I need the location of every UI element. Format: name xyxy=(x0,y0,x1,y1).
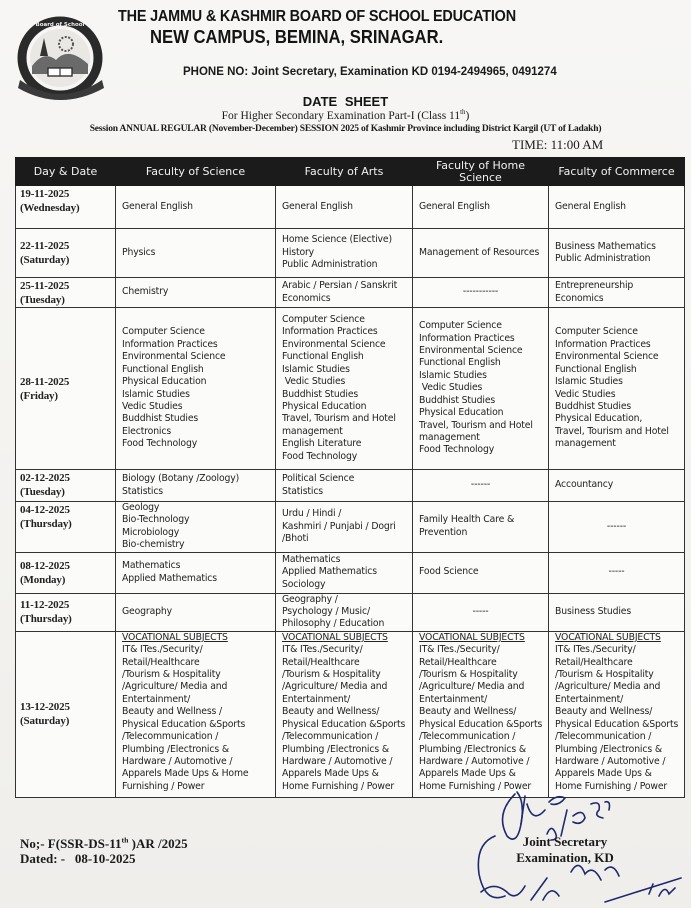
subject: Public Administration xyxy=(555,253,651,264)
commerce-subjects-cell xyxy=(549,631,685,797)
subject: Apparels Made Ups & xyxy=(282,768,379,780)
subject: Home Furnishing / Power xyxy=(282,780,395,792)
exam-date: 04-12-2025 xyxy=(20,504,70,516)
home-subjects-cell xyxy=(413,308,549,470)
subject: Chemistry xyxy=(122,286,169,298)
board-name: THE JAMMU & KASHMIR BOARD OF SCHOOL EDUCATION xyxy=(118,8,516,25)
subject: Accountancy xyxy=(555,479,614,491)
home-subjects-cell xyxy=(413,186,549,229)
subject: Travel, Tourism and Hotel xyxy=(555,425,669,437)
phone-number: PHONE NO: Joint Secretary, Examination KD 0194-2494965, 0491274 xyxy=(183,66,557,78)
subject: Islamic Studies xyxy=(555,376,623,388)
subject: Plumbing /Electronics & xyxy=(282,743,389,755)
subject: Apparels Made Ups & Home xyxy=(122,768,249,780)
reference-block xyxy=(20,836,188,866)
subject: Retail/Healthcare xyxy=(419,656,497,668)
science-subjects-cell xyxy=(116,229,276,278)
session-line: Session ANNUAL REGULAR (November-December) SESSION 2025 of Kashmir Province including District Kargil (UT of Ladakh) xyxy=(89,124,602,134)
subject: Business Studies xyxy=(555,606,632,618)
subject: Beauty and Wellness/ xyxy=(282,706,380,718)
subject: /Telecommunication / xyxy=(419,731,516,743)
subject: IT& ITes./Security/ xyxy=(555,644,636,656)
subject: Family Health Care & xyxy=(419,514,515,526)
commerce-subjects-cell xyxy=(549,186,685,229)
science-subjects-cell xyxy=(116,631,276,797)
column-header: Faculty of Science xyxy=(116,158,276,186)
subject: Functional English xyxy=(122,363,204,375)
subject: Geography / xyxy=(282,593,338,605)
subject: Beauty and Wellness/ xyxy=(555,706,653,718)
subject: Travel, Tourism and Hotel xyxy=(419,419,533,431)
science-subjects-cell xyxy=(116,470,276,502)
date-cell xyxy=(16,631,116,797)
subject: Urdu / Hindi / xyxy=(282,508,342,520)
exam-day: (Tuesday) xyxy=(20,294,65,306)
commerce-subjects-cell xyxy=(549,470,685,502)
subject: Biology (Botany /Zoology) xyxy=(122,473,240,485)
subject: Electronics xyxy=(122,425,172,437)
subject: Political Science xyxy=(282,473,355,485)
exam-day: (Thursday) xyxy=(20,518,72,530)
exam-day: (Wednesday) xyxy=(20,202,80,214)
commerce-subjects-cell xyxy=(549,502,685,553)
exam-day: (Saturday) xyxy=(20,254,70,266)
exam-day: (Monday) xyxy=(20,573,66,586)
subject: Mathematics xyxy=(282,554,341,566)
subject: /Tourism & Hospitality xyxy=(555,669,654,681)
commerce-subjects-cell xyxy=(549,278,685,308)
subject: Applied Mathematics xyxy=(122,572,217,584)
subject: Apparels Made Ups & xyxy=(419,768,516,780)
exam-day: (Saturday) xyxy=(20,715,70,728)
subject: Computer Science xyxy=(122,326,205,338)
no-exam-dash: ------ xyxy=(470,479,491,491)
table-row xyxy=(16,552,685,593)
subject: Functional English xyxy=(555,363,637,375)
no-exam-dash: ------ xyxy=(606,520,627,532)
subject: Physical Education &Sports xyxy=(122,718,246,730)
subject: Arabic / Persian / Sanskrit xyxy=(282,280,398,292)
subject: Management of Resources xyxy=(419,246,540,258)
table-row xyxy=(16,631,685,797)
subject: Hardware / Automotive / xyxy=(122,755,233,767)
subject: Environmental Science xyxy=(419,345,523,357)
exam-date: 13-12-2025 xyxy=(20,701,70,714)
no-exam-dash: ----- xyxy=(472,606,489,618)
subject: Entrepreneurship xyxy=(555,280,634,292)
subject: Home Furnishing / Power xyxy=(555,780,668,792)
exam-date: 11-12-2025 xyxy=(20,599,70,612)
subject: Buddhist Studies xyxy=(555,400,632,412)
exam-time: TIME: 11:00 AM xyxy=(512,137,604,152)
subject: IT& ITes./Security/ xyxy=(419,644,500,656)
subject: Applied Mathematics xyxy=(282,566,377,578)
subject: Entertainment/ xyxy=(555,693,624,705)
exam-date: 19-11-2025 xyxy=(20,188,70,200)
subject: Islamic Studies xyxy=(122,388,190,400)
subject: Hardware / Automotive / xyxy=(555,755,666,767)
table-row xyxy=(16,593,685,631)
subject: /Bhoti xyxy=(282,533,309,545)
vocational-heading: VOCATIONAL SUBJECTS xyxy=(555,631,661,643)
table-header-row xyxy=(16,158,685,186)
science-subjects-cell xyxy=(116,186,276,229)
subject: Environmental Science xyxy=(555,351,659,363)
subject: IT& ITes./Security/ xyxy=(282,644,363,656)
subject: Information Practices xyxy=(122,338,218,350)
subject: Environmental Science xyxy=(282,338,386,350)
dated-line: Dated: - 08-10-2025 xyxy=(20,851,136,866)
subject: IT& ITes./Security/ xyxy=(122,644,203,656)
exam-date: 28-11-2025 xyxy=(20,375,70,388)
subject: Buddhist Studies xyxy=(419,394,496,406)
subject: /Agriculture/ Media and xyxy=(419,681,525,693)
subject: Computer Science xyxy=(555,326,638,338)
exam-date: 25-11-2025 xyxy=(20,280,70,292)
subject: Sociology xyxy=(282,578,326,590)
subject: Bio-chemistry xyxy=(122,539,185,551)
subject: management xyxy=(419,431,480,443)
subject: Furnishing / Power xyxy=(122,780,205,792)
subject: Information Practices xyxy=(419,332,515,344)
subject: Microbiology xyxy=(122,526,180,538)
subject: Hardware / Automotive / xyxy=(419,755,530,767)
subject: Prevention xyxy=(419,526,468,538)
signatory-title: Joint Secretary xyxy=(522,834,608,849)
signatory-block xyxy=(500,834,630,866)
column-header-text: Faculty of Home Science xyxy=(435,159,526,184)
table-row xyxy=(16,229,685,278)
exam-day: (Thursday) xyxy=(20,613,72,626)
subject: Public Administration xyxy=(282,259,378,271)
subject: Beauty and Wellness/ xyxy=(419,706,517,718)
commerce-subjects-cell xyxy=(549,308,685,470)
date-cell xyxy=(16,278,116,308)
subject: Entertainment/ xyxy=(122,693,191,705)
board-logo-icon xyxy=(14,16,110,102)
subject: Physics xyxy=(122,246,156,258)
subject: Entertainment/ xyxy=(282,693,351,705)
ref-text: No;- F(SSR-DS-11 xyxy=(20,836,122,851)
subject: Food Technology xyxy=(282,450,358,462)
subject: /Telecommunication / xyxy=(282,731,379,743)
subject: Physical Education xyxy=(122,376,207,388)
subject: /Agriculture/ Media and xyxy=(282,681,388,693)
table-row xyxy=(16,308,685,470)
subject: Physical Education &Sports xyxy=(555,718,679,730)
arts-subjects-cell xyxy=(276,229,413,278)
subject: /Tourism & Hospitality xyxy=(122,669,221,681)
subject: /Telecommunication / xyxy=(122,731,219,743)
reference-number xyxy=(20,836,188,851)
date-cell xyxy=(16,308,116,470)
subject: /Agriculture/ Media and xyxy=(555,681,661,693)
table-row xyxy=(16,278,685,308)
document-title: DATE SHEET xyxy=(302,94,389,109)
arts-subjects-cell xyxy=(276,631,413,797)
subtitle-text: For Higher Secondary Examination Part-I (Class 11 xyxy=(221,110,461,122)
subject: Entertainment/ xyxy=(419,693,488,705)
subject: Food Technology xyxy=(122,438,198,450)
science-subjects-cell xyxy=(116,308,276,470)
subject: Environmental Science xyxy=(122,351,226,363)
home-subjects-cell xyxy=(413,502,549,553)
campus-address: NEW CAMPUS, BEMINA, SRINAGAR. xyxy=(150,26,444,47)
arts-subjects-cell xyxy=(276,308,413,470)
no-exam-dash: ----------- xyxy=(462,286,499,298)
subject: Home Furnishing / Power xyxy=(419,780,532,792)
subject: Vedic Studies xyxy=(419,382,483,394)
exam-date: 22-11-2025 xyxy=(20,240,70,252)
date-cell xyxy=(16,470,116,502)
subject: Plumbing /Electronics & xyxy=(122,743,229,755)
subject: Psychology / Music/ xyxy=(282,606,370,618)
subject: Functional English xyxy=(282,351,364,363)
arts-subjects-cell xyxy=(276,502,413,553)
subject: Philosophy / Education xyxy=(282,618,385,630)
ref-sup: th xyxy=(121,835,129,845)
subject: Beauty and Wellness / xyxy=(122,706,223,718)
exam-date: 08-12-2025 xyxy=(20,559,70,572)
science-subjects-cell xyxy=(116,502,276,553)
commerce-subjects-cell xyxy=(549,593,685,631)
subject: Islamic Studies xyxy=(282,363,350,375)
exam-day: (Friday) xyxy=(20,389,58,402)
home-subjects-cell xyxy=(413,229,549,278)
subject: General English xyxy=(555,200,626,212)
subject: English Literature xyxy=(282,438,362,450)
subject: /Agriculture/ Media and xyxy=(122,681,228,693)
subject: Islamic Studies xyxy=(419,369,487,381)
subject: Apparels Made Ups & xyxy=(555,768,652,780)
column-header xyxy=(413,158,549,186)
subject: Plumbing /Electronics & xyxy=(555,743,662,755)
subject: Economics xyxy=(555,292,604,304)
column-header: Faculty of Arts xyxy=(276,158,413,186)
table-row xyxy=(16,186,685,229)
subject: Statistics xyxy=(282,485,323,497)
subject: Vedic Studies xyxy=(282,376,346,388)
subtitle-close: ) xyxy=(465,110,470,122)
home-subjects-cell xyxy=(413,278,549,308)
subject: Economics xyxy=(282,292,331,304)
date-sheet-table xyxy=(15,157,685,798)
subject: Hardware / Automotive / xyxy=(282,755,393,767)
exam-subtitle xyxy=(0,110,691,122)
no-exam-dash: ----- xyxy=(608,566,625,578)
subtitle-sup: th xyxy=(460,109,466,117)
subject: Information Practices xyxy=(555,338,651,350)
table-row xyxy=(16,502,685,553)
date-cell xyxy=(16,593,116,631)
subject: Computer Science xyxy=(282,314,365,326)
subject: Business Mathematics xyxy=(555,240,656,252)
subject: management xyxy=(282,425,343,437)
subject: Computer Science xyxy=(419,320,502,332)
subject: /Telecommunication / xyxy=(555,731,652,743)
subject: Statistics xyxy=(122,485,163,497)
column-header: Day & Date xyxy=(16,158,116,186)
subject: Physical Education &Sports xyxy=(282,718,406,730)
subject: Bio-Technology xyxy=(122,514,190,526)
arts-subjects-cell xyxy=(276,552,413,593)
date-cell xyxy=(16,552,116,593)
subject: /Tourism & Hospitality xyxy=(419,669,518,681)
subject: Physical Education xyxy=(282,400,367,412)
subject: Food Technology xyxy=(419,444,495,456)
ref-suffix: )AR /2025 xyxy=(128,836,188,851)
subject: Food Science xyxy=(419,566,479,578)
subject: management xyxy=(555,438,616,450)
subject: Plumbing /Electronics & xyxy=(419,743,526,755)
subject: Retail/Healthcare xyxy=(555,656,633,668)
vocational-heading: VOCATIONAL SUBJECTS xyxy=(419,631,525,643)
subject: General English xyxy=(122,200,193,212)
subject: Vedic Studies xyxy=(122,400,183,412)
vocational-heading: VOCATIONAL SUBJECTS xyxy=(122,631,228,643)
science-subjects-cell xyxy=(116,552,276,593)
subject: Home Science (Elective) xyxy=(282,234,392,246)
commerce-subjects-cell xyxy=(549,552,685,593)
subject: Geography xyxy=(122,606,172,618)
subject: Physical Education, xyxy=(555,413,643,425)
svg-text:Board of School: Board of School xyxy=(35,22,85,28)
exam-date: 02-12-2025 xyxy=(20,472,70,484)
subject: Buddhist Studies xyxy=(282,388,359,400)
home-subjects-cell xyxy=(413,470,549,502)
subject: Geology xyxy=(122,502,160,513)
subject: Buddhist Studies xyxy=(122,413,199,425)
subject: History xyxy=(282,246,315,258)
date-cell xyxy=(16,229,116,278)
subject: Functional English xyxy=(419,357,501,369)
subject: Physical Education &Sports xyxy=(419,718,543,730)
vocational-heading: VOCATIONAL SUBJECTS xyxy=(282,631,388,643)
subject: Physical Education xyxy=(419,407,504,419)
subject: /Tourism & Hospitality xyxy=(282,669,381,681)
home-subjects-cell xyxy=(413,552,549,593)
subject: Retail/Healthcare xyxy=(122,656,200,668)
subject: General English xyxy=(282,200,353,212)
subject: Vedic Studies xyxy=(555,388,616,400)
science-subjects-cell xyxy=(116,278,276,308)
exam-day: (Tuesday) xyxy=(20,486,65,498)
arts-subjects-cell xyxy=(276,278,413,308)
arts-subjects-cell xyxy=(276,186,413,229)
table-row xyxy=(16,470,685,502)
home-subjects-cell xyxy=(413,631,549,797)
date-cell xyxy=(16,502,116,553)
arts-subjects-cell xyxy=(276,470,413,502)
signatory-department: Examination, KD xyxy=(516,850,614,865)
home-subjects-cell xyxy=(413,593,549,631)
subject: Mathematics xyxy=(122,560,181,572)
commerce-subjects-cell xyxy=(549,229,685,278)
column-header: Faculty of Commerce xyxy=(549,158,685,186)
subject: Kashmiri / Punjabi / Dogri xyxy=(282,520,396,532)
arts-subjects-cell xyxy=(276,593,413,631)
subject: Travel, Tourism and Hotel xyxy=(282,413,396,425)
subject: Retail/Healthcare xyxy=(282,656,360,668)
date-cell xyxy=(16,186,116,229)
subject: General English xyxy=(419,200,490,212)
subject: Information Practices xyxy=(282,326,378,338)
science-subjects-cell xyxy=(116,593,276,631)
